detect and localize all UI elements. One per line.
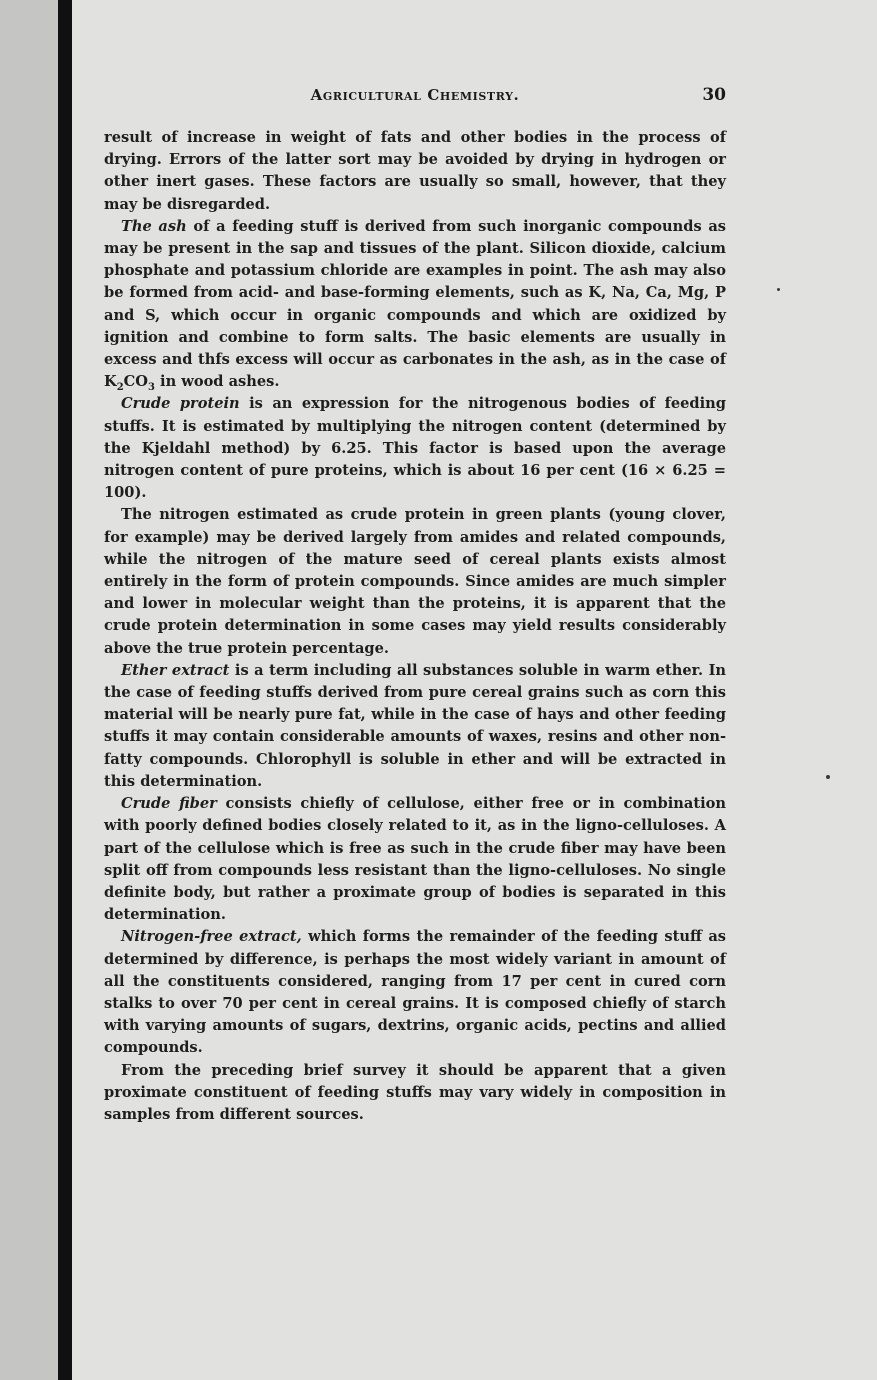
page-body (104, 127, 726, 1126)
running-head: Agricultural Chemistry. (310, 86, 520, 104)
term-ether-extract: Ether extract (121, 661, 230, 679)
paper-speck (826, 775, 830, 779)
book-binding-gutter (58, 0, 72, 1380)
paragraph-ash (104, 216, 726, 394)
paragraph-crude-protein (104, 393, 726, 504)
paper-speck (777, 288, 780, 291)
paragraph-text: The nitrogen estimated as crude protein in green plants (young clover, for example) may be derived largely from amides and related compounds, while the nitrogen of the mature seed of cereal plants exists almost entirely in the form of protein compounds. Since amides are much simpler and lower in molecular weight than the proteins, it is apparent that the crude protein determination in some cases may yield results considerably above the true protein percentage. (104, 506, 726, 657)
paragraph-summary (104, 1060, 726, 1127)
subscript: 2 (116, 382, 124, 394)
paragraph-text: of a feeding stuff is derived from such inorganic compounds as may be present in the sap and tissues of the plant. Silicon dioxide, calcium phosphate and potassium chloride are examples in point. The ash may also be formed from acid- and base-forming elements, such as K, Na, Ca, Mg, P and S, which occur in organic compounds and which are oxidized by ignition and combine to form salts. The basic elements are usually in excess and thfs excess will occur as carbonates in the ash, as in the case of K (104, 217, 726, 391)
page-header (104, 86, 726, 108)
paragraph-text: is an expression for the nitrogenous bodies of feeding stuffs. It is estimated by multiplying the nitrogen content (determined by the Kjeldahl method) by 6.25. This factor is based upon the average nitrogen content of pure proteins, which is about 16 per cent (16 × 6.25 = 100). (104, 395, 726, 502)
subscript: 3 (147, 382, 155, 394)
term-crude-fiber: Crude fiber (121, 795, 217, 813)
paragraph-text: in wood ashes. (154, 373, 280, 391)
paragraph-crude-fiber (104, 793, 726, 926)
paragraph-ether-extract (104, 660, 726, 793)
paragraph-nitrogen-free-extract (104, 926, 726, 1059)
page-number: 30 (702, 85, 726, 105)
formula-text: CO (123, 373, 148, 391)
facing-page-edge (0, 0, 58, 1380)
paragraph-text: is a term including all substances soluble in warm ether. In the case of feeding stuffs derived from pure cereal grains such as corn this material will be nearly pure fat, while in the case of hays and other feeding stuffs it may contain considerable amounts of waxes, resins and other non-fatty compounds. Chlorophyll is soluble in ether and will be extracted in this determination. (104, 661, 727, 790)
term-nitrogen-free-extract: Nitrogen-free extract, (121, 928, 302, 946)
term-ash: The ash (121, 217, 187, 235)
paragraph-text: consists chiefly of cellulose, either free or in combination with poorly defined bodies closely related to it, as in the ligno-celluloses. A part of the cellulose which is free as such in the crude fiber may have been split off from compounds less resistant than the ligno-celluloses. No single definite body, but rather a proximate group of bodies is separated in this determination. (104, 795, 726, 924)
paragraph-text: result of increase in weight of fats and other bodies in the process of drying. Errors of the latter sort may be avoided by drying in hydrogen or other inert gases. These factors are usually so small, however, that they may be disregarded. (104, 129, 726, 213)
term-crude-protein: Crude protein (121, 395, 240, 413)
paragraph-text: From the preceding brief survey it should be apparent that a given proximate constituent of feeding stuffs may vary widely in composition in samples from different sources. (104, 1061, 726, 1123)
paragraph-nitrogen-estimate (104, 504, 726, 659)
paragraph-text: which forms the remainder of the feeding stuff as determined by difference, is perhaps the most widely variant in amount of all the constituents considered, ranging from 17 per cent in cured corn stalks to over 70 per cent in cereal grains. It is composed chiefly of starch with varying amounts of sugars, dextrins, organic acids, pectins and allied compounds. (104, 928, 726, 1057)
paragraph-drying-errors (104, 127, 726, 216)
